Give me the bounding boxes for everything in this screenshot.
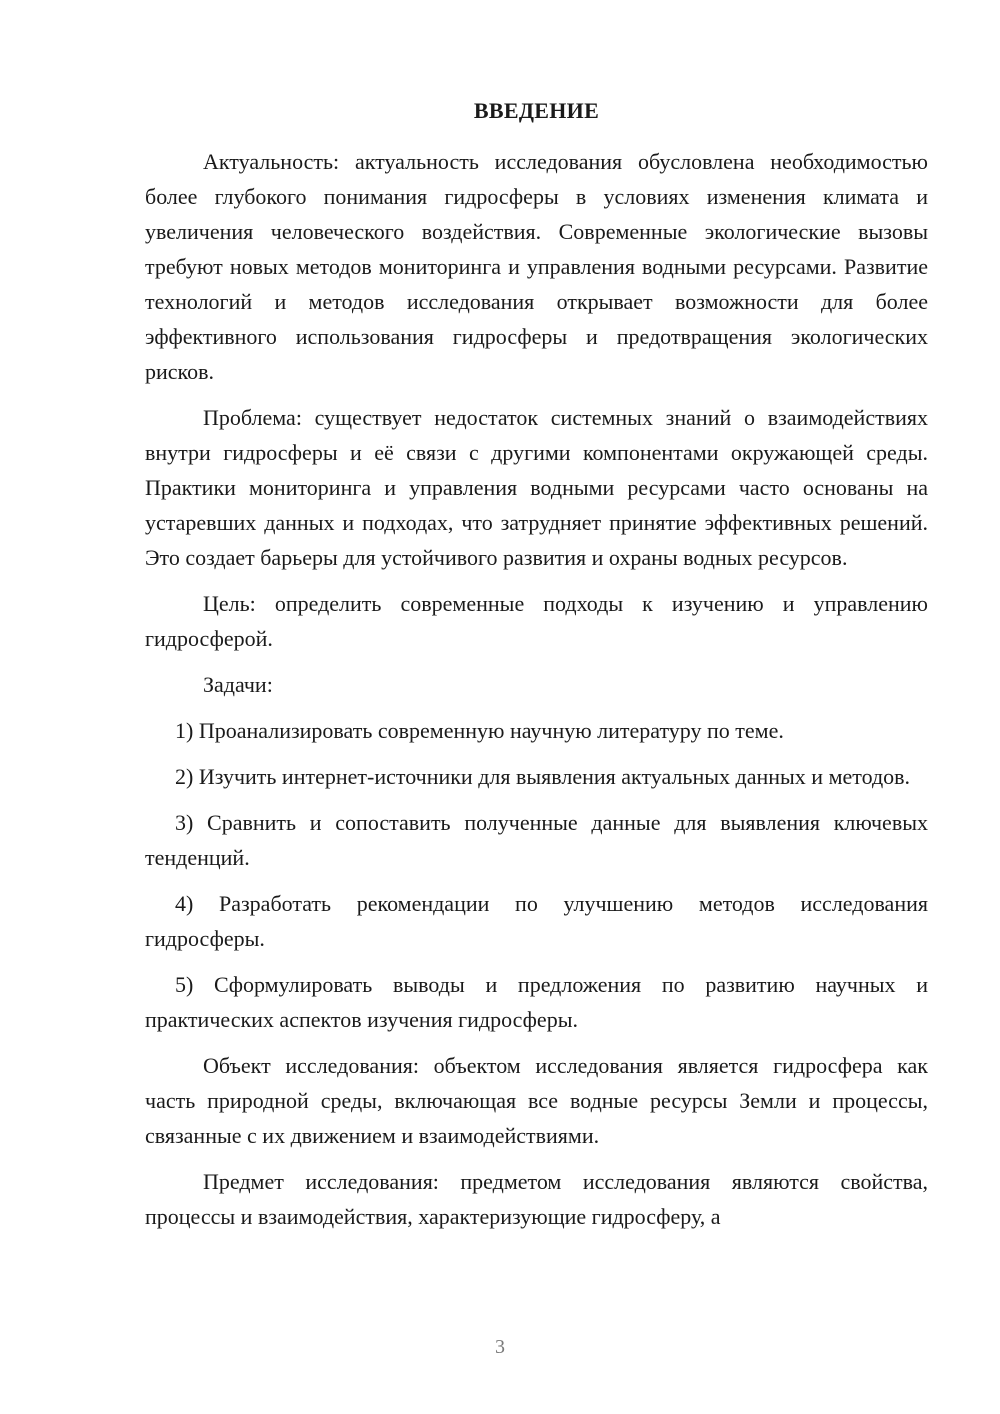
page-number: 3 xyxy=(495,1336,505,1358)
page-content xyxy=(145,96,928,1234)
task-item: 1) Проанализировать современную научную литературу по теме. xyxy=(175,718,784,743)
task-item: 4) Разработать рекомендации по улучшению методов исследования гидросферы. xyxy=(145,891,928,951)
task-item: 3) Сравнить и сопоставить полученные данные для выявления ключевых тенденций. xyxy=(145,810,928,870)
relevance-paragraph: Актуальность: актуальность исследования обусловлена необходимостью более глубокого понимания гидросферы в условиях изменения климата и увеличения человеческого воздействия. Современные экологические вызовы требуют новых методов мониторинга и управления водными ресурсами. Развитие технологий и методов исследования открывает возможности для более эффективного использования гидросферы и предотвращения экологических рисков. xyxy=(145,149,928,384)
task-item: 2) Изучить интернет-источники для выявления актуальных данных и методов. xyxy=(175,764,911,789)
task-item: 5) Сформулировать выводы и предложения по развитию научных и практических аспектов изучения гидросферы. xyxy=(145,972,928,1032)
object-paragraph: Объект исследования: объектом исследования является гидросфера как часть природной среды, включающая все водные ресурсы Земли и процессы, связанные с их движением и взаимодействиями. xyxy=(145,1053,928,1148)
subject-paragraph: Предмет исследования: предметом исследования являются свойства, процессы и взаимодействия, характеризующие гидросферу, а xyxy=(145,1169,928,1229)
tasks-heading: Задачи: xyxy=(203,672,273,697)
page-title: ВВЕДЕНИЕ xyxy=(473,98,600,123)
goal-paragraph: Цель: определить современные подходы к изучению и управлению гидросферой. xyxy=(145,591,928,651)
problem-paragraph: Проблема: существует недостаток системных знаний о взаимодействиях внутри гидросферы и её связи с другими компонентами окружающей среды. Практики мониторинга и управления водными ресурсами часто основаны на устаревших данных и подходах, что затрудняет принятие эффективных решений. Это создает барьеры для устойчивого развития и охраны водных ресурсов. xyxy=(145,405,928,570)
